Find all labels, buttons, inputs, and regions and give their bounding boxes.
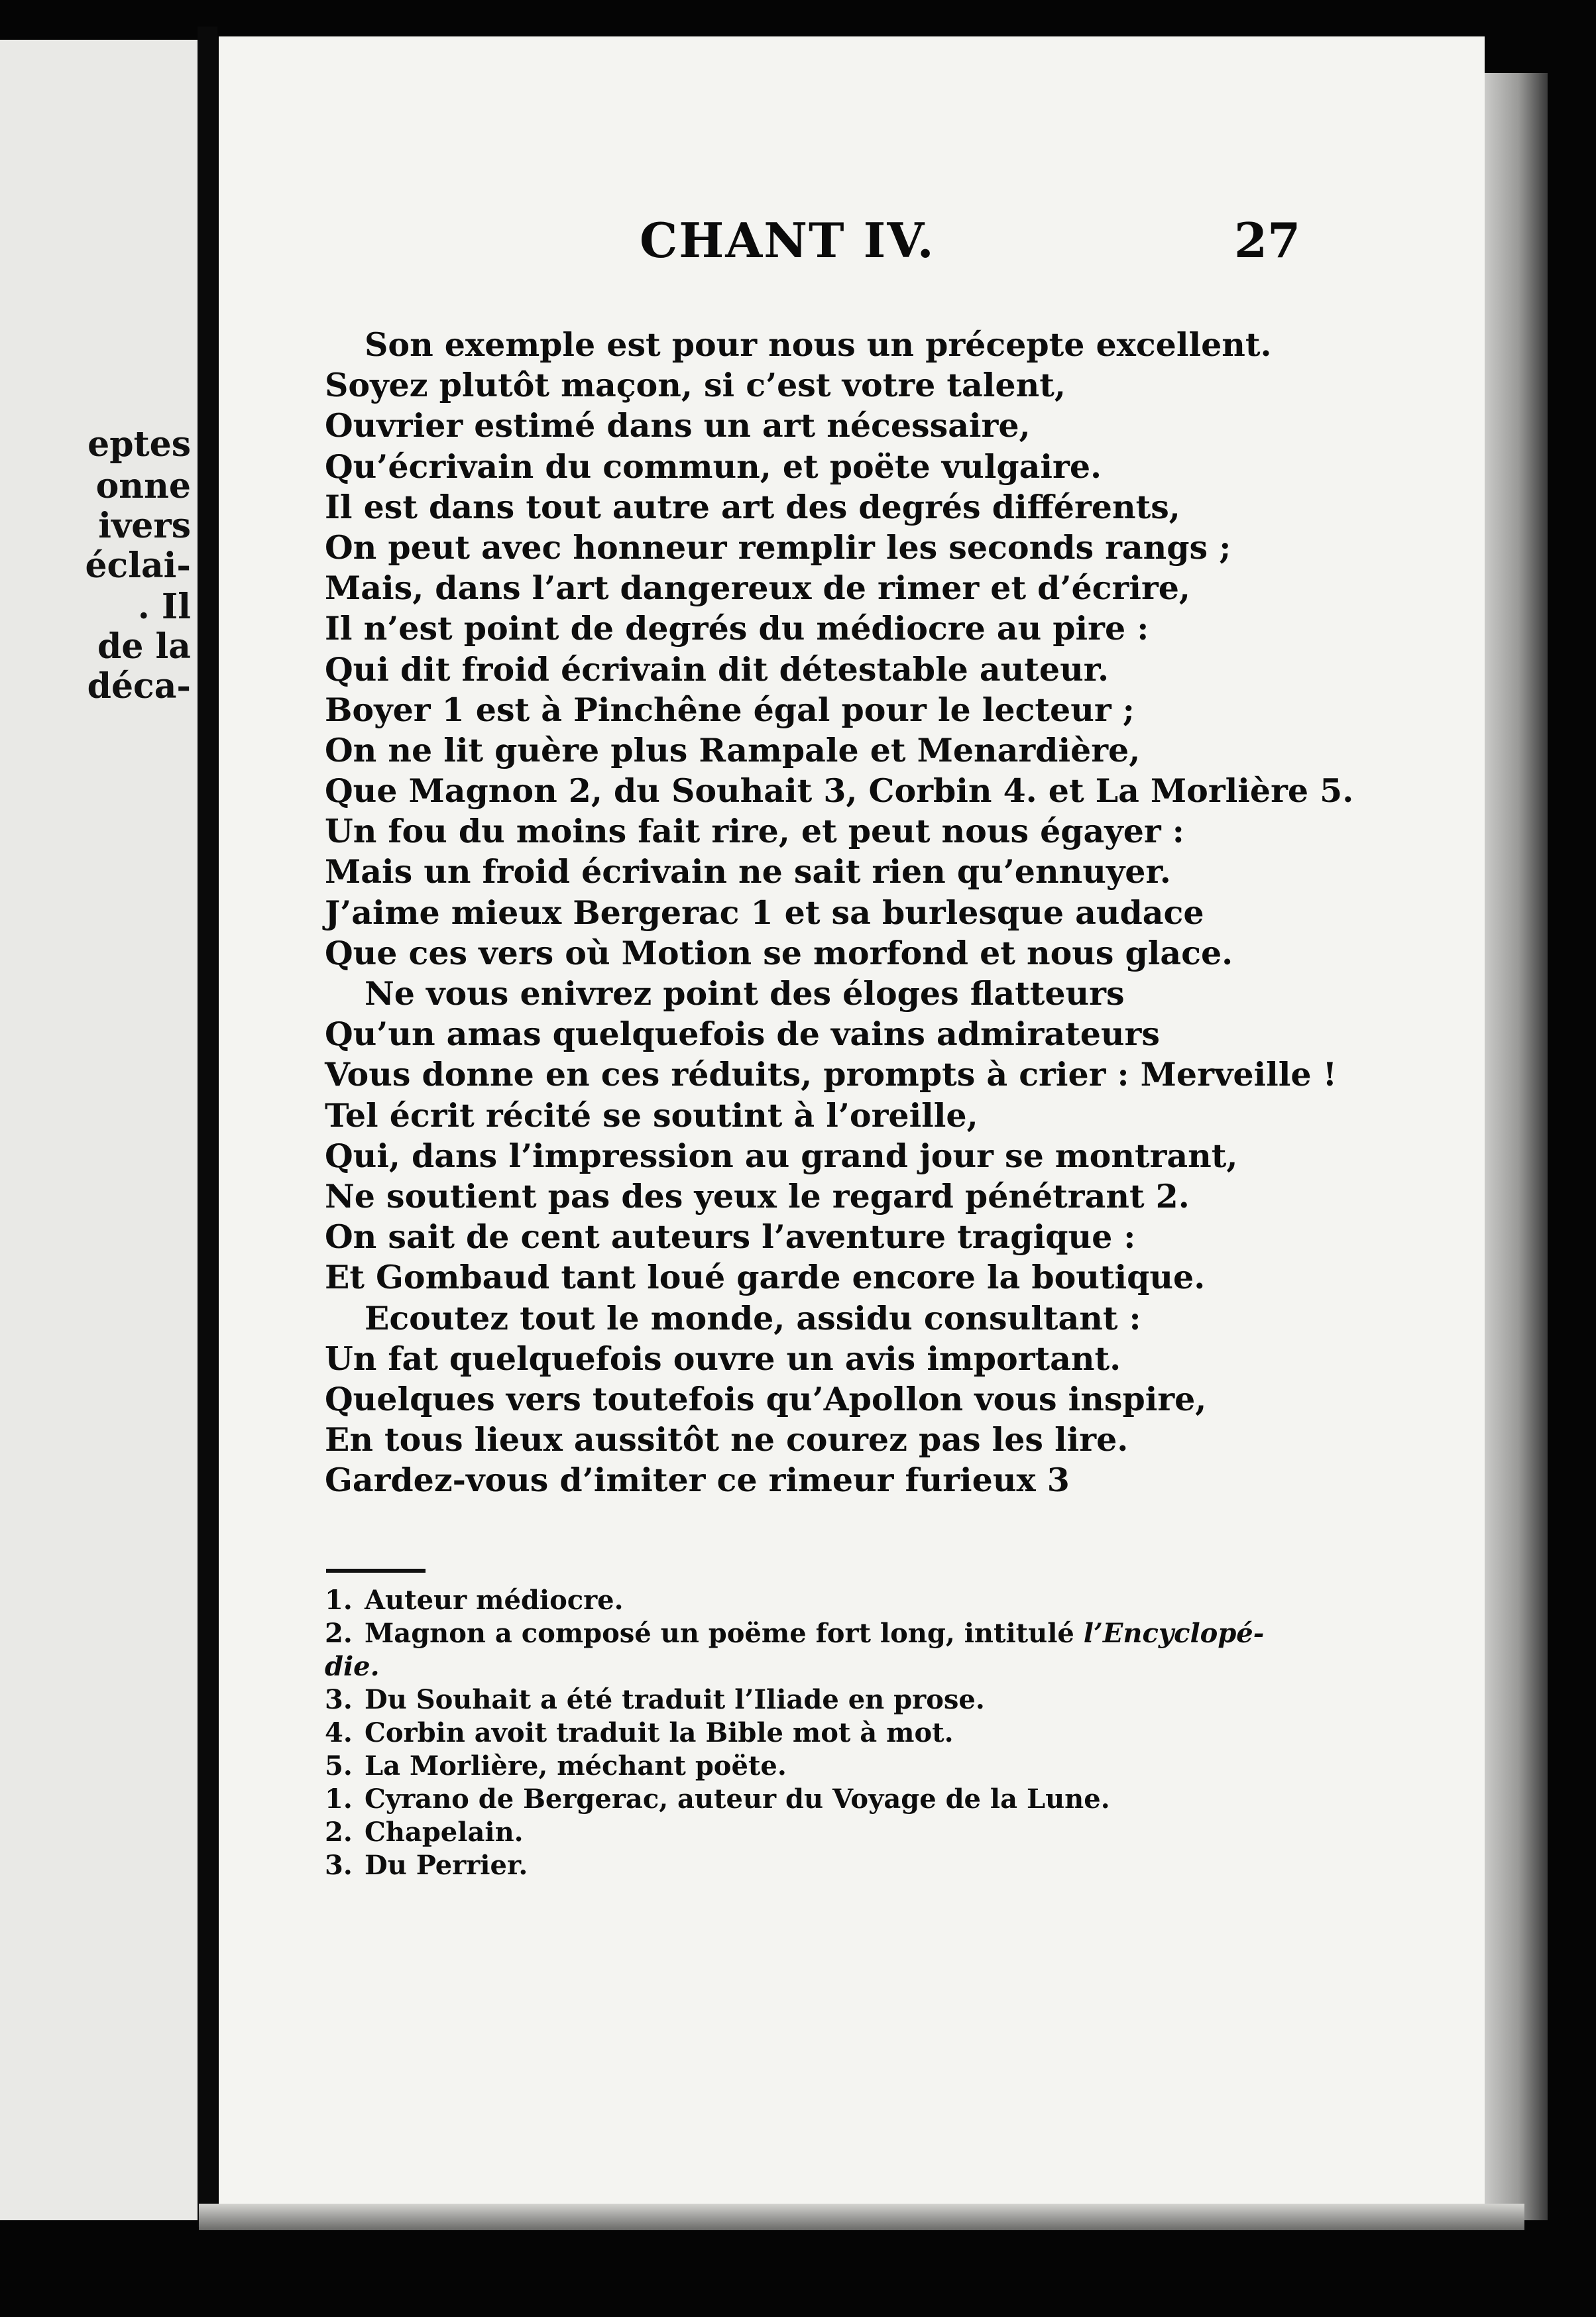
verse-line: Un fat quelquefois ouvre un avis important.: [325, 1339, 1121, 1378]
footnote-number: 1.: [325, 1783, 353, 1815]
page-edge-shadow: [1475, 73, 1548, 2220]
footnote: [325, 1717, 1264, 1750]
footnote-title: l’Encyclopé-: [1083, 1618, 1265, 1649]
verse-line: Mais un froid écrivain ne sait rien qu’ennuyer.: [325, 852, 1171, 891]
left-page-fragment: déca-: [87, 666, 191, 706]
verse-line: Tel écrit récité se soutint à l’oreille,: [325, 1096, 978, 1135]
verse-line: Ne vous enivrez point des éloges flatteurs: [365, 974, 1125, 1013]
page-number: 27: [1234, 212, 1301, 268]
verse-line: Il est dans tout autre art des degrés différents,: [325, 487, 1180, 526]
footnote-number: 5.: [325, 1750, 353, 1781]
footnote-text: Corbin avoit traduit la Bible mot à mot.: [365, 1717, 954, 1748]
verse-line: Que Magnon 2, du Souhait 3, Corbin 4. et La Morlière 5.: [325, 771, 1354, 811]
poem-text: [325, 325, 1353, 1500]
footnote-text: Chapelain.: [365, 1817, 524, 1848]
left-page-fragment: onne: [95, 466, 191, 506]
footnote-rule: [326, 1569, 426, 1573]
page-bottom-edge: [199, 2204, 1524, 2230]
verse-line: On ne lit guère plus Rampale et Menardière,: [325, 730, 1141, 769]
verse-line: Qu’écrivain du commun, et poëte vulgaire.: [325, 447, 1102, 486]
footnote: [325, 1584, 1264, 1617]
verse-line: J’aime mieux Bergerac 1 et sa burlesque audace: [325, 893, 1204, 932]
footnote: [325, 1750, 1264, 1783]
verse-line: Son exemple est pour nous un précepte excellent.: [365, 325, 1272, 364]
verse-line: Vous donne en ces réduits, prompts à crier : Merveille !: [325, 1055, 1338, 1094]
verse-line: Un fou du moins fait rire, et peut nous égayer :: [325, 812, 1184, 851]
verse-line: Ne soutient pas des yeux le regard pénétrant 2.: [325, 1176, 1190, 1215]
left-facing-page: [0, 40, 203, 2220]
footnote-text: Du Perrier.: [365, 1850, 528, 1881]
verse-line: Il n’est point de degrés du médiocre au pire :: [325, 609, 1149, 648]
footnote: [325, 1816, 1264, 1849]
verse-line: Mais, dans l’art dangereux de rimer et d’écrire,: [325, 569, 1190, 608]
footnote-title: die.: [325, 1651, 380, 1682]
footnote: [325, 1783, 1264, 1816]
footnote: [325, 1617, 1264, 1650]
footnote-number: 3.: [325, 1850, 353, 1881]
footnote-continuation: [325, 1650, 1264, 1683]
left-page-fragment: éclai-: [85, 545, 191, 586]
left-page-fragment: eptes: [87, 424, 191, 465]
verse-line: Soyez plutôt maçon, si c’est votre talent,: [325, 366, 1066, 405]
left-page-fragment: . Il: [137, 587, 191, 627]
verse-line: Quelques vers toutefois qu’Apollon vous inspire,: [325, 1379, 1207, 1418]
footnote-text: Cyrano de Bergerac, auteur du Voyage de la Lune.: [365, 1783, 1110, 1815]
verse-line: On peut avec honneur remplir les seconds rangs ;: [325, 528, 1231, 567]
verse-line: Boyer 1 est à Pinchêne égal pour le lecteur ;: [325, 690, 1135, 729]
footnote-text: Magnon a composé un poëme fort long, intitulé: [365, 1618, 1084, 1649]
verse-line: Qui, dans l’impression au grand jour se montrant,: [325, 1136, 1238, 1175]
left-page-fragment: de la: [97, 626, 191, 667]
footnote-number: 3.: [325, 1684, 353, 1715]
verse-line: En tous lieux aussitôt ne courez pas les lire.: [325, 1420, 1129, 1459]
footnote-number: 2.: [325, 1618, 353, 1649]
running-head: CHANT IV.: [640, 212, 935, 268]
verse-line: On sait de cent auteurs l’aventure tragique :: [325, 1217, 1136, 1257]
verse-line: Et Gombaud tant loué garde encore la boutique.: [325, 1258, 1206, 1297]
verse-line: Que ces vers où Motion se morfond et nous glace.: [325, 933, 1233, 972]
left-page-fragment: ivers: [98, 506, 191, 546]
footnote-text: La Morlière, méchant poëte.: [365, 1750, 787, 1781]
verse-line: Ecoutez tout le monde, assidu consultant :: [365, 1298, 1141, 1337]
footnote: [325, 1849, 1264, 1882]
footnotes: [325, 1584, 1264, 1882]
book-gutter: [198, 27, 217, 2227]
footnote-text: Auteur médiocre.: [365, 1585, 624, 1616]
verse-line: Gardez-vous d’imiter ce rimeur furieux 3: [325, 1461, 1070, 1500]
verse-line: Ouvrier estimé dans un art nécessaire,: [325, 406, 1031, 445]
footnote: [325, 1683, 1264, 1717]
footnote-text: Du Souhait a été traduit l’Iliade en prose.: [365, 1684, 985, 1715]
verse-line: Qu’un amas quelquefois de vains admirateurs: [325, 1015, 1160, 1054]
footnote-number: 1.: [325, 1585, 353, 1616]
footnote-number: 2.: [325, 1817, 353, 1848]
verse-line: Qui dit froid écrivain dit détestable auteur.: [325, 650, 1110, 689]
footnote-number: 4.: [325, 1717, 353, 1748]
